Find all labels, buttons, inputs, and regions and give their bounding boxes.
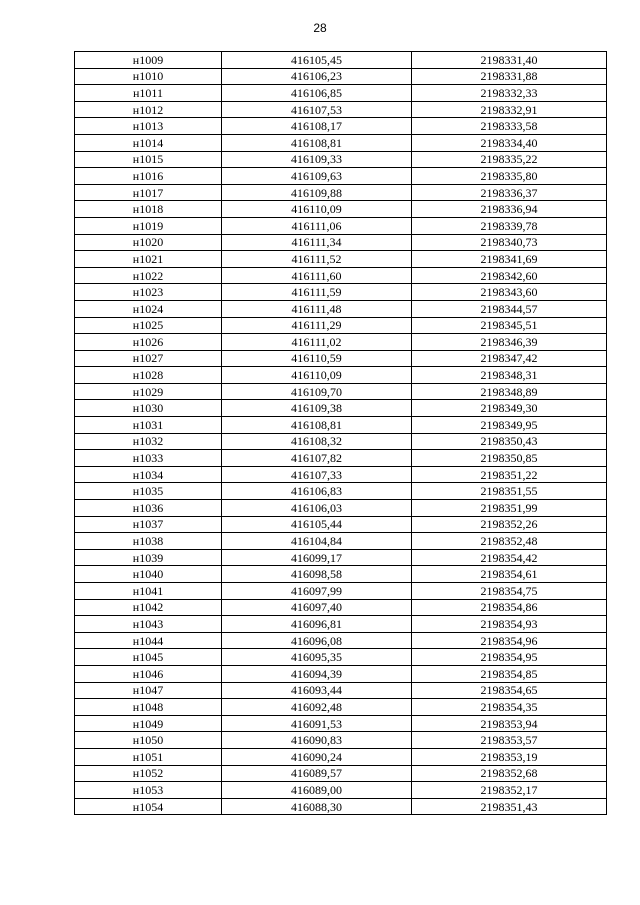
- x-coordinate-cell: 416090,83: [222, 732, 412, 749]
- table-row: [75, 52, 607, 69]
- table-row: [75, 500, 607, 517]
- y-coordinate-cell: 2198354,61: [412, 566, 607, 583]
- x-coordinate-cell: 416098,58: [222, 566, 412, 583]
- y-coordinate-cell: 2198336,37: [412, 184, 607, 201]
- x-coordinate-cell: 416107,53: [222, 101, 412, 118]
- point-id-cell: н1034: [75, 466, 222, 483]
- x-coordinate-cell: 416091,53: [222, 715, 412, 732]
- point-id-cell: н1017: [75, 184, 222, 201]
- table-row: [75, 798, 607, 815]
- coordinates-table: [74, 51, 607, 815]
- x-coordinate-cell: 416106,03: [222, 500, 412, 517]
- point-id-cell: н1051: [75, 748, 222, 765]
- point-id-cell: н1039: [75, 549, 222, 566]
- table-row: [75, 433, 607, 450]
- x-coordinate-cell: 416106,83: [222, 483, 412, 500]
- x-coordinate-cell: 416111,06: [222, 217, 412, 234]
- x-coordinate-cell: 416097,40: [222, 599, 412, 616]
- table-row: [75, 300, 607, 317]
- point-id-cell: н1020: [75, 234, 222, 251]
- x-coordinate-cell: 416104,84: [222, 533, 412, 550]
- table-row: [75, 765, 607, 782]
- point-id-cell: н1022: [75, 267, 222, 284]
- x-coordinate-cell: 416108,81: [222, 417, 412, 434]
- point-id-cell: н1049: [75, 715, 222, 732]
- y-coordinate-cell: 2198342,60: [412, 267, 607, 284]
- point-id-cell: н1038: [75, 533, 222, 550]
- point-id-cell: н1041: [75, 583, 222, 600]
- x-coordinate-cell: 416097,99: [222, 583, 412, 600]
- page-number: 28: [313, 21, 327, 35]
- point-id-cell: н1016: [75, 168, 222, 185]
- y-coordinate-cell: 2198351,99: [412, 500, 607, 517]
- x-coordinate-cell: 416111,60: [222, 267, 412, 284]
- x-coordinate-cell: 416111,52: [222, 251, 412, 268]
- point-id-cell: н1030: [75, 400, 222, 417]
- y-coordinate-cell: 2198341,69: [412, 251, 607, 268]
- point-id-cell: н1033: [75, 450, 222, 467]
- table-row: [75, 417, 607, 434]
- table-row: [75, 68, 607, 85]
- table-row: [75, 583, 607, 600]
- y-coordinate-cell: 2198331,40: [412, 52, 607, 69]
- point-id-cell: н1043: [75, 616, 222, 633]
- y-coordinate-cell: 2198332,33: [412, 85, 607, 102]
- point-id-cell: н1010: [75, 68, 222, 85]
- point-id-cell: н1025: [75, 317, 222, 334]
- y-coordinate-cell: 2198354,96: [412, 632, 607, 649]
- point-id-cell: н1026: [75, 334, 222, 351]
- table-row: [75, 466, 607, 483]
- table-row: [75, 450, 607, 467]
- table-row: [75, 715, 607, 732]
- y-coordinate-cell: 2198332,91: [412, 101, 607, 118]
- table-row: [75, 782, 607, 799]
- point-id-cell: н1018: [75, 201, 222, 218]
- table-row: [75, 383, 607, 400]
- point-id-cell: н1028: [75, 367, 222, 384]
- point-id-cell: н1031: [75, 417, 222, 434]
- y-coordinate-cell: 2198354,65: [412, 682, 607, 699]
- y-coordinate-cell: 2198354,93: [412, 616, 607, 633]
- point-id-cell: н1014: [75, 134, 222, 151]
- point-id-cell: н1037: [75, 516, 222, 533]
- point-id-cell: н1027: [75, 350, 222, 367]
- y-coordinate-cell: 2198350,43: [412, 433, 607, 450]
- y-coordinate-cell: 2198354,85: [412, 665, 607, 682]
- point-id-cell: н1035: [75, 483, 222, 500]
- point-id-cell: н1044: [75, 632, 222, 649]
- y-coordinate-cell: 2198349,30: [412, 400, 607, 417]
- table-row: [75, 400, 607, 417]
- table-row: [75, 267, 607, 284]
- table-row: [75, 184, 607, 201]
- y-coordinate-cell: 2198343,60: [412, 284, 607, 301]
- point-id-cell: н1032: [75, 433, 222, 450]
- table-row: [75, 748, 607, 765]
- point-id-cell: н1011: [75, 85, 222, 102]
- x-coordinate-cell: 416088,30: [222, 798, 412, 815]
- table-row: [75, 699, 607, 716]
- x-coordinate-cell: 416111,34: [222, 234, 412, 251]
- y-coordinate-cell: 2198354,42: [412, 549, 607, 566]
- y-coordinate-cell: 2198344,57: [412, 300, 607, 317]
- y-coordinate-cell: 2198354,75: [412, 583, 607, 600]
- x-coordinate-cell: 416096,08: [222, 632, 412, 649]
- point-id-cell: н1054: [75, 798, 222, 815]
- table-row: [75, 85, 607, 102]
- x-coordinate-cell: 416095,35: [222, 649, 412, 666]
- y-coordinate-cell: 2198352,48: [412, 533, 607, 550]
- x-coordinate-cell: 416105,45: [222, 52, 412, 69]
- point-id-cell: н1047: [75, 682, 222, 699]
- x-coordinate-cell: 416107,82: [222, 450, 412, 467]
- x-coordinate-cell: 416109,70: [222, 383, 412, 400]
- y-coordinate-cell: 2198354,35: [412, 699, 607, 716]
- x-coordinate-cell: 416089,00: [222, 782, 412, 799]
- point-id-cell: н1053: [75, 782, 222, 799]
- table-row: [75, 118, 607, 135]
- table-row: [75, 516, 607, 533]
- x-coordinate-cell: 416110,09: [222, 201, 412, 218]
- table-row: [75, 616, 607, 633]
- coordinates-table-body: [75, 52, 607, 815]
- y-coordinate-cell: 2198335,22: [412, 151, 607, 168]
- table-row: [75, 350, 607, 367]
- point-id-cell: н1009: [75, 52, 222, 69]
- table-row: [75, 533, 607, 550]
- table-row: [75, 682, 607, 699]
- table-row: [75, 251, 607, 268]
- table-row: [75, 217, 607, 234]
- x-coordinate-cell: 416105,44: [222, 516, 412, 533]
- point-id-cell: н1029: [75, 383, 222, 400]
- point-id-cell: н1015: [75, 151, 222, 168]
- y-coordinate-cell: 2198352,68: [412, 765, 607, 782]
- table-row: [75, 134, 607, 151]
- y-coordinate-cell: 2198354,95: [412, 649, 607, 666]
- table-row: [75, 367, 607, 384]
- point-id-cell: н1040: [75, 566, 222, 583]
- point-id-cell: н1023: [75, 284, 222, 301]
- table-row: [75, 732, 607, 749]
- table-row: [75, 334, 607, 351]
- table-row: [75, 201, 607, 218]
- y-coordinate-cell: 2198336,94: [412, 201, 607, 218]
- y-coordinate-cell: 2198352,17: [412, 782, 607, 799]
- y-coordinate-cell: 2198354,86: [412, 599, 607, 616]
- x-coordinate-cell: 416111,02: [222, 334, 412, 351]
- point-id-cell: н1036: [75, 500, 222, 517]
- table-row: [75, 649, 607, 666]
- x-coordinate-cell: 416099,17: [222, 549, 412, 566]
- y-coordinate-cell: 2198349,95: [412, 417, 607, 434]
- x-coordinate-cell: 416089,57: [222, 765, 412, 782]
- point-id-cell: н1052: [75, 765, 222, 782]
- table-row: [75, 151, 607, 168]
- x-coordinate-cell: 416108,32: [222, 433, 412, 450]
- x-coordinate-cell: 416109,33: [222, 151, 412, 168]
- point-id-cell: н1021: [75, 251, 222, 268]
- y-coordinate-cell: 2198353,94: [412, 715, 607, 732]
- table-row: [75, 566, 607, 583]
- x-coordinate-cell: 416093,44: [222, 682, 412, 699]
- x-coordinate-cell: 416109,38: [222, 400, 412, 417]
- y-coordinate-cell: 2198348,89: [412, 383, 607, 400]
- x-coordinate-cell: 416106,85: [222, 85, 412, 102]
- y-coordinate-cell: 2198353,57: [412, 732, 607, 749]
- x-coordinate-cell: 416109,63: [222, 168, 412, 185]
- point-id-cell: н1019: [75, 217, 222, 234]
- y-coordinate-cell: 2198351,22: [412, 466, 607, 483]
- y-coordinate-cell: 2198333,58: [412, 118, 607, 135]
- y-coordinate-cell: 2198345,51: [412, 317, 607, 334]
- y-coordinate-cell: 2198346,39: [412, 334, 607, 351]
- y-coordinate-cell: 2198350,85: [412, 450, 607, 467]
- point-id-cell: н1012: [75, 101, 222, 118]
- table-row: [75, 234, 607, 251]
- x-coordinate-cell: 416090,24: [222, 748, 412, 765]
- y-coordinate-cell: 2198352,26: [412, 516, 607, 533]
- x-coordinate-cell: 416106,23: [222, 68, 412, 85]
- table-row: [75, 168, 607, 185]
- x-coordinate-cell: 416094,39: [222, 665, 412, 682]
- x-coordinate-cell: 416110,09: [222, 367, 412, 384]
- y-coordinate-cell: 2198353,19: [412, 748, 607, 765]
- x-coordinate-cell: 416111,59: [222, 284, 412, 301]
- x-coordinate-cell: 416108,17: [222, 118, 412, 135]
- point-id-cell: н1045: [75, 649, 222, 666]
- table-row: [75, 599, 607, 616]
- table-row: [75, 632, 607, 649]
- point-id-cell: н1050: [75, 732, 222, 749]
- x-coordinate-cell: 416092,48: [222, 699, 412, 716]
- y-coordinate-cell: 2198347,42: [412, 350, 607, 367]
- y-coordinate-cell: 2198331,88: [412, 68, 607, 85]
- table-row: [75, 317, 607, 334]
- x-coordinate-cell: 416096,81: [222, 616, 412, 633]
- table-row: [75, 284, 607, 301]
- y-coordinate-cell: 2198334,40: [412, 134, 607, 151]
- point-id-cell: н1048: [75, 699, 222, 716]
- y-coordinate-cell: 2198340,73: [412, 234, 607, 251]
- y-coordinate-cell: 2198348,31: [412, 367, 607, 384]
- table-row: [75, 483, 607, 500]
- x-coordinate-cell: 416111,29: [222, 317, 412, 334]
- x-coordinate-cell: 416110,59: [222, 350, 412, 367]
- y-coordinate-cell: 2198351,43: [412, 798, 607, 815]
- table-row: [75, 665, 607, 682]
- x-coordinate-cell: 416111,48: [222, 300, 412, 317]
- y-coordinate-cell: 2198339,78: [412, 217, 607, 234]
- point-id-cell: н1046: [75, 665, 222, 682]
- y-coordinate-cell: 2198351,55: [412, 483, 607, 500]
- point-id-cell: н1013: [75, 118, 222, 135]
- x-coordinate-cell: 416107,33: [222, 466, 412, 483]
- point-id-cell: н1042: [75, 599, 222, 616]
- x-coordinate-cell: 416109,88: [222, 184, 412, 201]
- table-row: [75, 549, 607, 566]
- point-id-cell: н1024: [75, 300, 222, 317]
- x-coordinate-cell: 416108,81: [222, 134, 412, 151]
- y-coordinate-cell: 2198335,80: [412, 168, 607, 185]
- table-row: [75, 101, 607, 118]
